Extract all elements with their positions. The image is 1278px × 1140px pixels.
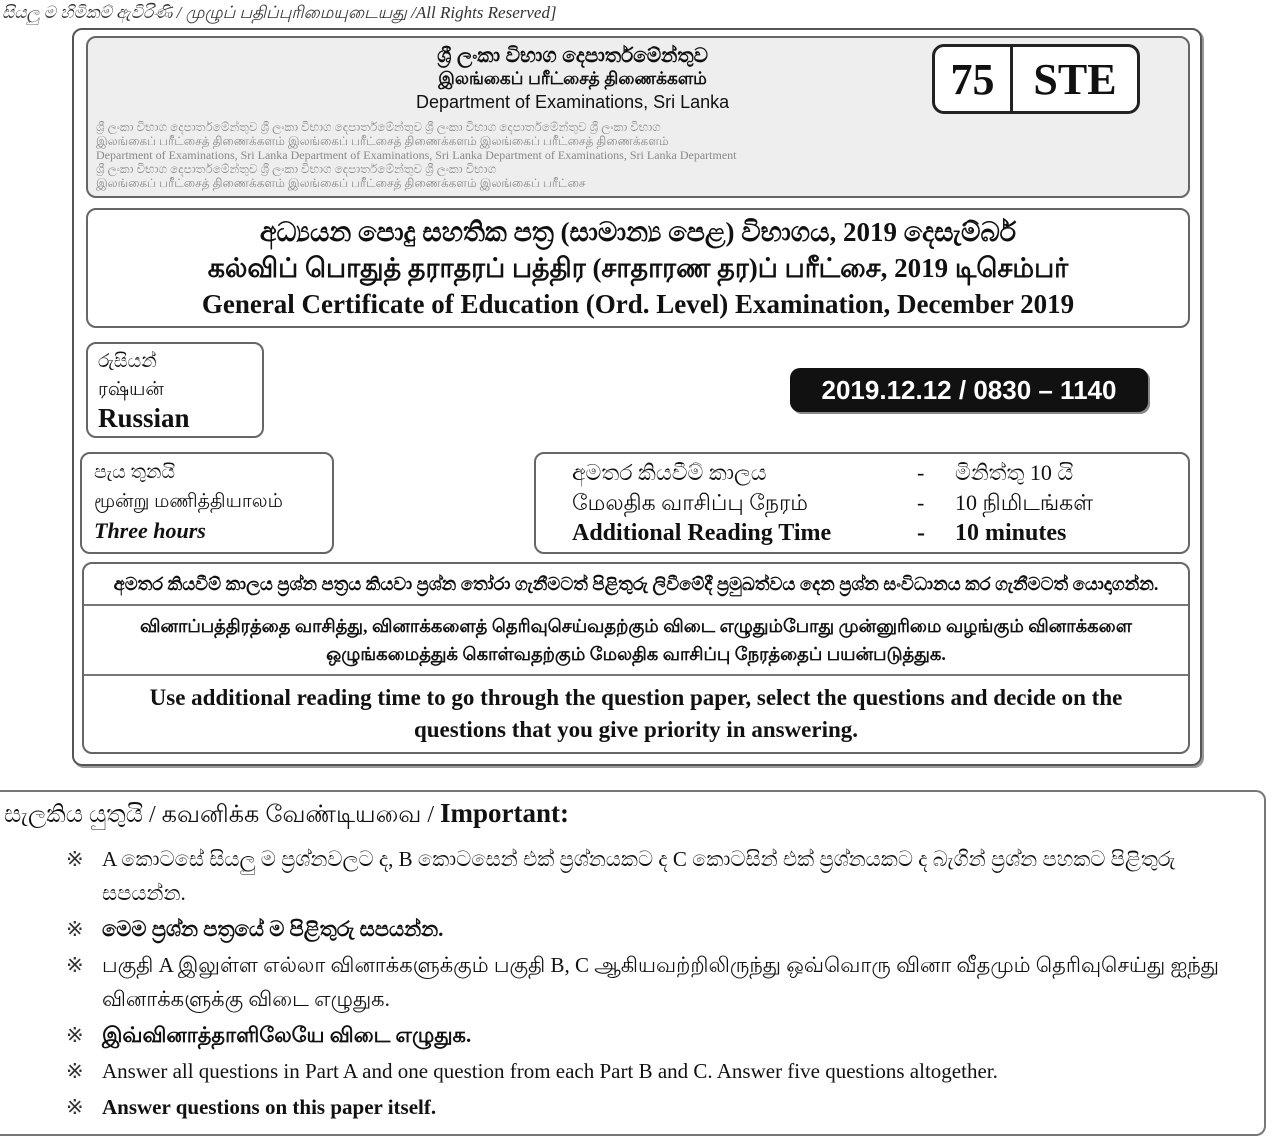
reading-row [572, 488, 1152, 518]
reading-value: මිනිත්තු 10 යි [955, 460, 1074, 485]
reading-row [572, 518, 1152, 548]
item-text: இவ்வினாத்தாளிலேயே விடை எழுதுக. [102, 1023, 472, 1047]
reading-dash: - [917, 460, 925, 485]
department-header-top [96, 44, 1180, 114]
duration-tamil: மூன்று மணித்தியாலம் [94, 491, 283, 512]
department-sinhala: ශ්‍රී ලංකා විභාග දෙපාර්තමේන්තුව [437, 45, 709, 67]
item-text: මෙම ප්‍රශ්න පත්‍රයේ ම පිළිතුරු සපයන්න. [102, 917, 444, 941]
subject-english: Russian [98, 403, 190, 433]
duration-english: Three hours [94, 518, 206, 543]
item-text: Answer all questions in Part A and one question from each Part B and C. Answer five questions altogether. [102, 1059, 998, 1083]
reading-value: 10 minutes [955, 520, 1067, 546]
department-english: Department of Examinations, Sri Lanka [416, 92, 730, 112]
department-header [86, 36, 1190, 198]
exam-title-tamil: கல்விப் பொதுத் தராதரப் பத்திர (சாதாரண தர)ப் பரீட்சை, 2019 டிசெம்பர் [207, 253, 1069, 283]
reading-dash: - [917, 490, 925, 515]
reading-label: மேலதிக வாசிப்பு நேரம் [572, 490, 809, 515]
reading-value: 10 நிமிடங்கள் [955, 490, 1094, 515]
list-item [66, 1090, 1252, 1124]
important-section [0, 790, 1266, 1136]
list-item [66, 1054, 1252, 1088]
subject-row [86, 342, 1190, 438]
subject-sinhala: රුසියන් [98, 351, 157, 372]
list-item [66, 912, 1252, 946]
duration-sinhala: පැය තුනයි [94, 462, 176, 483]
reading-row [572, 458, 1152, 488]
subject-tamil: ரஷ்யன் [98, 379, 164, 400]
department-tamil: இலங்கைப் பரீட்சைத் திணைக்களம் [438, 69, 707, 88]
cover-frame [72, 28, 1202, 766]
reading-label: Additional Reading Time [572, 520, 832, 546]
important-list [66, 842, 1252, 1124]
watermark-line: Department of Examinations, Sri Lanka Department of Examinations, Sri Lanka Department of Examinations, Sri Lanka Department [96, 148, 737, 162]
subject-box [86, 342, 264, 438]
instruction-tamil: வினாப்பத்திரத்தை வாசித்து, வினாக்களைத் தெரிவுசெய்வதற்கும் விடை எழுதும்போது முன்னுரிமை வழங்கும் வினாக்களை ஒழுங்கமைத்துக் கொள்வதற்கும் மேலதிக வாசிப்பு நேரத்தைப் பயன்படுத்துக. [84, 604, 1188, 674]
watermark-line: இலங்கைப் பரீட்சைத் திணைக்களம் இலங்கைப் பரீட்சைத் திணைக்களம் இலங்கைப் பரீட்சை [96, 176, 586, 190]
item-text: Answer questions on this paper itself. [102, 1095, 437, 1119]
paper-code-text: STE [1033, 54, 1117, 104]
item-text: பகுதி A இலுள்ள எல்லா வினாக்களுக்கும் பகுதி B, C ஆகியவற்றிலிருந்து ஒவ்வொரு வினா வீதமும் தெரிவுசெய்து ஐந்து வினாக்களுக்கு விடை எழுதுக. [102, 953, 1220, 1011]
instruction-sinhala: අමතර කියවීම් කාලය ප්‍රශ්න පත්‍රය කියවා ප්‍රශ්න තෝරා ගැනීමටත් පිළිතුරු ලිවීමේදී ප්‍රමුඛත්වය දෙන ප්‍රශ්න සංවිධානය කර ගැනීමටත් යොදාගන්න. [113, 574, 1159, 594]
watermark-line: இலங்கைப் பரீட்சைத் திணைக்களம் இலங்கைப் பரீட்சைத் திணைக்களம் இலங்கைப் பரீட்சைத் திணைக்களம் [96, 134, 669, 148]
reading-dash: - [917, 520, 925, 546]
important-heading-english: Important: [439, 798, 569, 828]
watermark-block [96, 120, 1180, 190]
list-item [66, 948, 1252, 1016]
rights-reserved: සියලු ම හිමිකම් ඇවිරිණි / முழுப் பதிப்புரிமையுடையது /All Rights Reserved] [2, 3, 557, 22]
department-names [416, 44, 729, 114]
list-item [66, 1018, 1252, 1052]
instruction-english: Use additional reading time to go through the question paper, select the questions and decide on the questions that you give priority in answering. [84, 674, 1188, 752]
reading-label: අමතර කියවීම් කාලය [572, 460, 767, 485]
important-heading [4, 796, 1252, 832]
asterism-icon: ※ [66, 1023, 84, 1047]
reading-instructions [82, 562, 1190, 754]
item-text: A කොටසේ සියලු ම ප්‍රශ්නවලට ද, B කොටසෙන් එක් ප්‍රශ්නයකට ද C කොටසින් එක් ප්‍රශ්නයකට ද බැගින් ප්‍රශ්න පහකට පිළිතුරු සපයන්න. [102, 847, 1176, 905]
asterism-icon: ※ [66, 847, 84, 871]
exam-title [86, 208, 1190, 328]
time-row [80, 452, 1190, 554]
duration-box [80, 452, 334, 554]
watermark-line: ශ්‍රී ලංකා විභාග දෙපාර්තමේන්තුව ශ්‍රී ලංකා විභාග දෙපාර්තමේන්තුව ශ්‍රී ලංකා විභාග දෙපාර්තමේන්තුව ශ්‍රී ලංකා විභාග [96, 120, 661, 134]
asterism-icon: ※ [66, 1059, 84, 1083]
asterism-icon: ※ [66, 1095, 84, 1119]
paper-code-number: 75 [935, 47, 1013, 111]
paper-code [932, 44, 1140, 114]
asterism-icon: ※ [66, 953, 84, 977]
list-item [66, 842, 1252, 910]
watermark-line: ශ්‍රී ලංකා විභාග දෙපාර්තමේන්තුව ශ්‍රී ලංකා විභාග දෙපාර්තමේන්තුව ශ්‍රී ලංකා විභාග [96, 162, 497, 176]
exam-title-sinhala: අධ්‍යයන පොදු සහතික පත්‍ර (සාමාන්‍ය පෙළ) විභාගය, 2019 දෙසැම්බර් [259, 217, 1017, 247]
asterism-icon: ※ [66, 917, 84, 941]
exam-title-english: General Certificate of Education (Ord. Level) Examination, December 2019 [201, 289, 1075, 319]
exam-date-time: 2019.12.12 / 0830 – 1140 [790, 368, 1148, 412]
important-heading-local: සැලකිය යුතුයි / கவனிக்க வேண்டியவை / [4, 802, 440, 828]
reading-time-box [534, 452, 1190, 554]
